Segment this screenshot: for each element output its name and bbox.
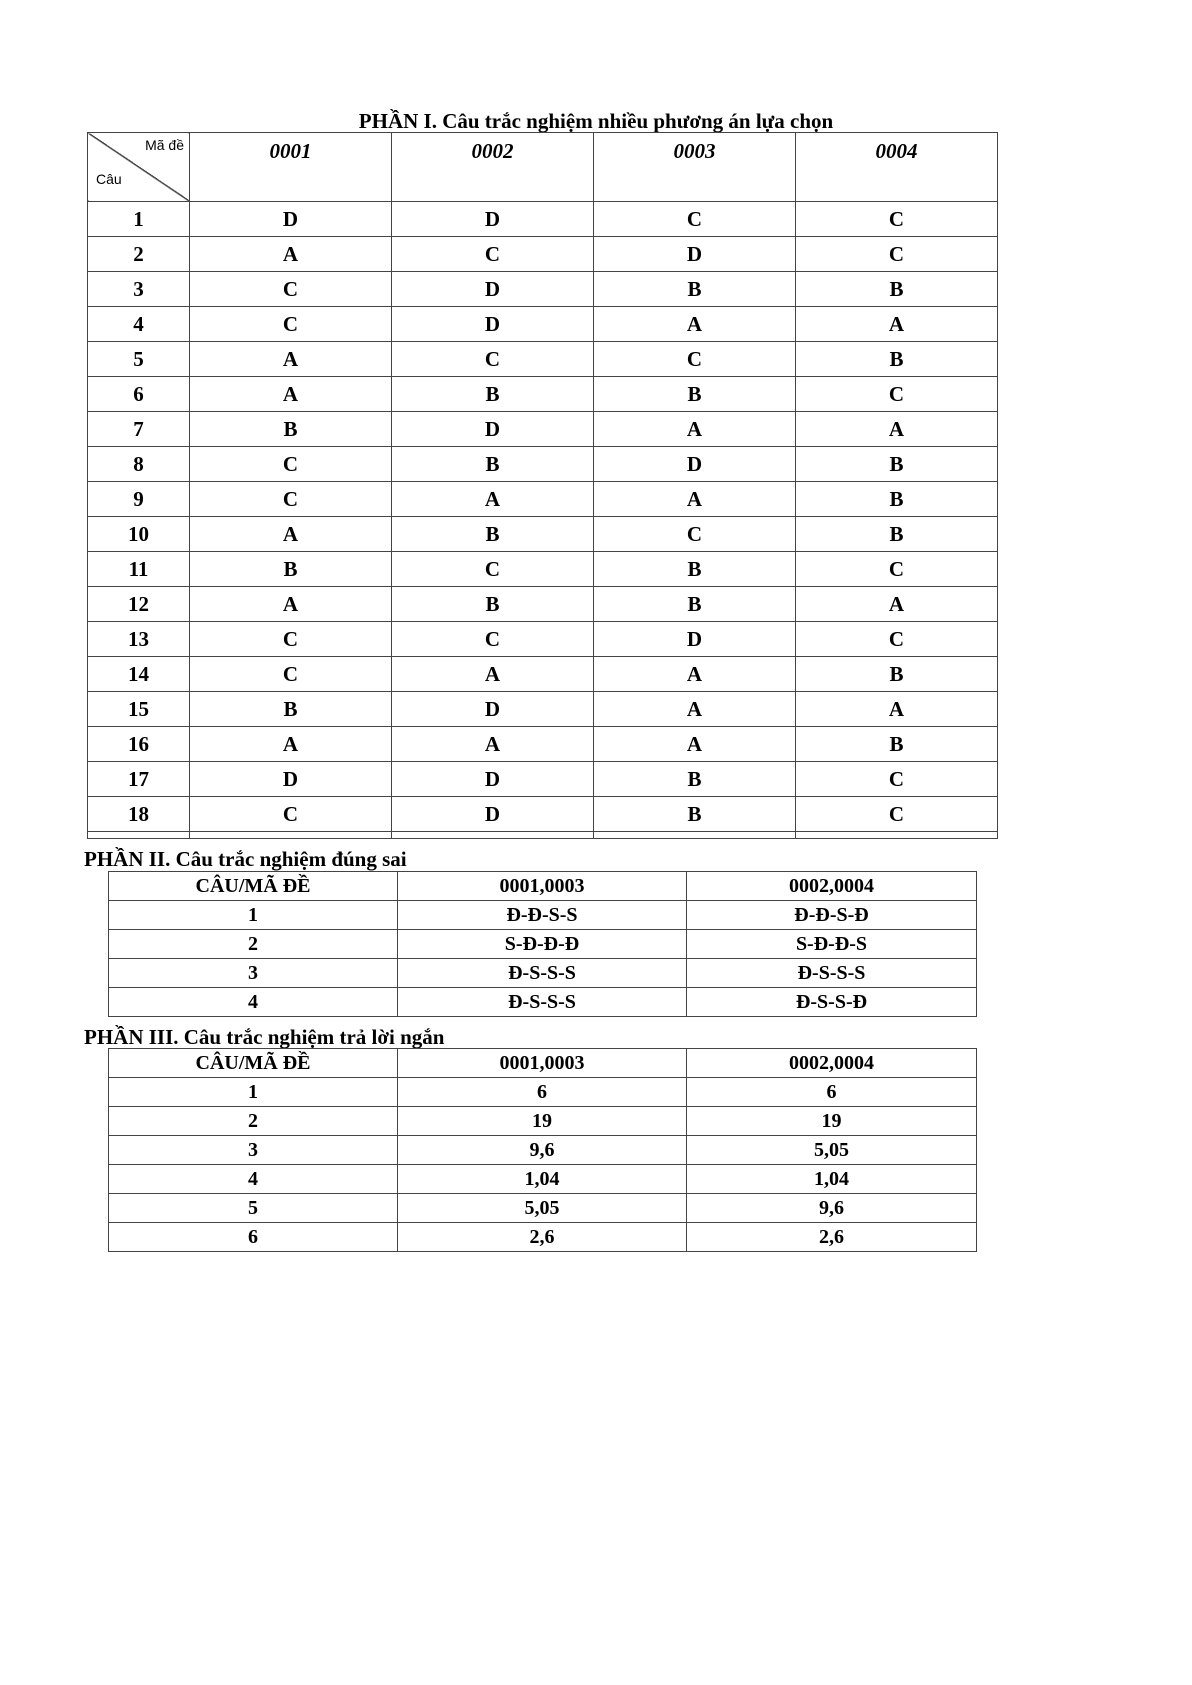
answer-cell: 19: [398, 1107, 687, 1136]
answer-cell: B: [796, 727, 998, 762]
table-row: [88, 307, 998, 342]
answer-cell: A: [594, 657, 796, 692]
empty-cell: [88, 832, 190, 839]
answer-cell: A: [392, 657, 594, 692]
table-row: [88, 552, 998, 587]
table-row: [109, 1223, 977, 1252]
answer-cell: 1,04: [687, 1165, 977, 1194]
answer-cell: B: [796, 447, 998, 482]
answer-cell: C: [392, 552, 594, 587]
answer-cell: Đ-Đ-S-S: [398, 901, 687, 930]
part2-title: PHẦN II. Câu trắc nghiệm đúng sai: [84, 847, 407, 871]
answer-cell: B: [190, 552, 392, 587]
question-number: 18: [88, 797, 190, 832]
question-number: 1: [109, 1078, 398, 1107]
question-number: 2: [109, 930, 398, 959]
answer-cell: D: [392, 412, 594, 447]
question-number: 1: [88, 202, 190, 237]
question-number: 12: [88, 587, 190, 622]
answer-cell: 6: [398, 1078, 687, 1107]
question-number: 15: [88, 692, 190, 727]
empty-cell: [190, 832, 392, 839]
part3-answer-table: [108, 1048, 977, 1252]
answer-cell: C: [190, 307, 392, 342]
answer-cell: C: [190, 622, 392, 657]
answer-cell: B: [392, 447, 594, 482]
answer-cell: D: [392, 762, 594, 797]
corner-label-question: Câu: [96, 171, 122, 187]
table-row-empty: [88, 832, 998, 839]
exam-code-header: 0004: [796, 133, 998, 202]
answer-cell: C: [190, 447, 392, 482]
table-row: [109, 1078, 977, 1107]
part1-header-row: [88, 133, 998, 202]
table-row: [88, 202, 998, 237]
answer-cell: D: [392, 202, 594, 237]
answer-cell: D: [190, 762, 392, 797]
answer-cell: 5,05: [687, 1136, 977, 1165]
answer-cell: B: [796, 482, 998, 517]
answer-cell: Đ-Đ-S-Đ: [687, 901, 977, 930]
answer-cell: C: [392, 622, 594, 657]
exam-code-header: 0001: [190, 133, 392, 202]
answer-cell: B: [594, 762, 796, 797]
answer-cell: 5,05: [398, 1194, 687, 1223]
answer-cell: D: [392, 797, 594, 832]
answer-cell: Đ-S-S-S: [398, 988, 687, 1017]
answer-cell: 9,6: [687, 1194, 977, 1223]
answer-cell: A: [796, 307, 998, 342]
answer-cell: C: [392, 237, 594, 272]
answer-cell: B: [594, 552, 796, 587]
table-row: [88, 377, 998, 412]
question-number: 3: [88, 272, 190, 307]
table-row: [88, 272, 998, 307]
table-row: [88, 797, 998, 832]
table-row: [88, 692, 998, 727]
corner-label-exam-code: Mã đề: [145, 137, 184, 153]
answer-cell: B: [392, 517, 594, 552]
answer-cell: D: [594, 237, 796, 272]
answer-cell: C: [392, 342, 594, 377]
part3-title: PHẦN III. Câu trắc nghiệm trả lời ngắn: [84, 1025, 445, 1049]
answer-cell: C: [796, 762, 998, 797]
question-number: 3: [109, 959, 398, 988]
table-row: [88, 587, 998, 622]
answer-cell: C: [594, 202, 796, 237]
table-row: [88, 447, 998, 482]
question-number: 4: [109, 1165, 398, 1194]
answer-cell: C: [796, 202, 998, 237]
table-row: [88, 622, 998, 657]
table-row: [88, 412, 998, 447]
corner-cell: [88, 133, 190, 202]
question-number: 11: [88, 552, 190, 587]
table-row: [88, 762, 998, 797]
answer-cell: D: [392, 692, 594, 727]
answer-cell: A: [190, 377, 392, 412]
answer-cell: A: [594, 692, 796, 727]
part2-answer-table: [108, 871, 977, 1017]
answer-cell: A: [392, 482, 594, 517]
question-number: 6: [88, 377, 190, 412]
answer-cell: D: [594, 622, 796, 657]
answer-cell: D: [392, 307, 594, 342]
table-row: [109, 988, 977, 1017]
answer-cell: A: [190, 342, 392, 377]
exam-code-header: 0002: [392, 133, 594, 202]
question-number: 4: [109, 988, 398, 1017]
table-row: [109, 1194, 977, 1223]
question-number: 7: [88, 412, 190, 447]
table-row: [88, 342, 998, 377]
question-number: 16: [88, 727, 190, 762]
part3-header-row: [109, 1049, 977, 1078]
answer-cell: B: [392, 377, 594, 412]
answer-cell: A: [190, 587, 392, 622]
question-number: 5: [88, 342, 190, 377]
table-row: [109, 901, 977, 930]
table-row: [109, 959, 977, 988]
table-row: [88, 727, 998, 762]
answer-cell: 1,04: [398, 1165, 687, 1194]
table-row: [109, 1136, 977, 1165]
answer-cell: B: [796, 342, 998, 377]
answer-cell: C: [796, 237, 998, 272]
answer-cell: B: [594, 587, 796, 622]
answer-cell: D: [594, 447, 796, 482]
answer-cell: A: [594, 482, 796, 517]
question-number: 2: [88, 237, 190, 272]
answer-cell: A: [190, 517, 392, 552]
answer-cell: C: [796, 552, 998, 587]
part2-header-row: [109, 872, 977, 901]
table-row: [109, 1165, 977, 1194]
table-row: [109, 930, 977, 959]
table-row: [88, 237, 998, 272]
answer-cell: C: [796, 797, 998, 832]
table-row: [88, 657, 998, 692]
answer-cell: B: [796, 657, 998, 692]
empty-cell: [594, 832, 796, 839]
question-number: 6: [109, 1223, 398, 1252]
question-number: 3: [109, 1136, 398, 1165]
question-number: 17: [88, 762, 190, 797]
empty-cell: [392, 832, 594, 839]
column-header: CÂU/MÃ ĐỀ: [109, 1049, 398, 1078]
answer-cell: C: [796, 622, 998, 657]
question-number: 5: [109, 1194, 398, 1223]
question-number: 14: [88, 657, 190, 692]
answer-cell: B: [190, 692, 392, 727]
column-header: 0001,0003: [398, 872, 687, 901]
answer-cell: S-Đ-Đ-S: [687, 930, 977, 959]
answer-cell: 6: [687, 1078, 977, 1107]
answer-cell: 9,6: [398, 1136, 687, 1165]
table-row: [109, 1107, 977, 1136]
answer-cell: C: [796, 377, 998, 412]
question-number: 10: [88, 517, 190, 552]
empty-cell: [796, 832, 998, 839]
column-header: 0002,0004: [687, 872, 977, 901]
answer-cell: B: [796, 272, 998, 307]
table-row: [88, 517, 998, 552]
exam-code-header: 0003: [594, 133, 796, 202]
answer-cell: A: [594, 307, 796, 342]
question-number: 1: [109, 901, 398, 930]
answer-cell: B: [594, 797, 796, 832]
question-number: 13: [88, 622, 190, 657]
table-row: [88, 482, 998, 517]
part1-title: PHẦN I. Câu trắc nghiệm nhiều phương án lựa chọn: [358, 109, 834, 133]
answer-cell: B: [796, 517, 998, 552]
answer-cell: D: [190, 202, 392, 237]
answer-cell: A: [796, 587, 998, 622]
answer-cell: Đ-S-S-S: [687, 959, 977, 988]
answer-cell: 19: [687, 1107, 977, 1136]
answer-cell: Đ-S-S-Đ: [687, 988, 977, 1017]
answer-cell: A: [190, 727, 392, 762]
answer-cell: C: [594, 517, 796, 552]
answer-cell: B: [392, 587, 594, 622]
column-header: 0002,0004: [687, 1049, 977, 1078]
answer-cell: A: [392, 727, 594, 762]
part1-answer-table: [87, 132, 998, 839]
answer-cell: D: [392, 272, 594, 307]
answer-cell: B: [594, 272, 796, 307]
answer-cell: Đ-S-S-S: [398, 959, 687, 988]
question-number: 2: [109, 1107, 398, 1136]
answer-cell: 2,6: [687, 1223, 977, 1252]
answer-cell: C: [190, 482, 392, 517]
answer-cell: C: [594, 342, 796, 377]
answer-cell: A: [796, 692, 998, 727]
answer-cell: C: [190, 272, 392, 307]
answer-cell: B: [594, 377, 796, 412]
answer-cell: S-Đ-Đ-Đ: [398, 930, 687, 959]
column-header: 0001,0003: [398, 1049, 687, 1078]
answer-cell: A: [190, 237, 392, 272]
answer-cell: B: [190, 412, 392, 447]
answer-cell: A: [594, 727, 796, 762]
answer-cell: 2,6: [398, 1223, 687, 1252]
answer-cell: A: [594, 412, 796, 447]
question-number: 8: [88, 447, 190, 482]
column-header: CÂU/MÃ ĐỀ: [109, 872, 398, 901]
question-number: 9: [88, 482, 190, 517]
question-number: 4: [88, 307, 190, 342]
answer-cell: C: [190, 797, 392, 832]
answer-cell: C: [190, 657, 392, 692]
answer-cell: A: [796, 412, 998, 447]
